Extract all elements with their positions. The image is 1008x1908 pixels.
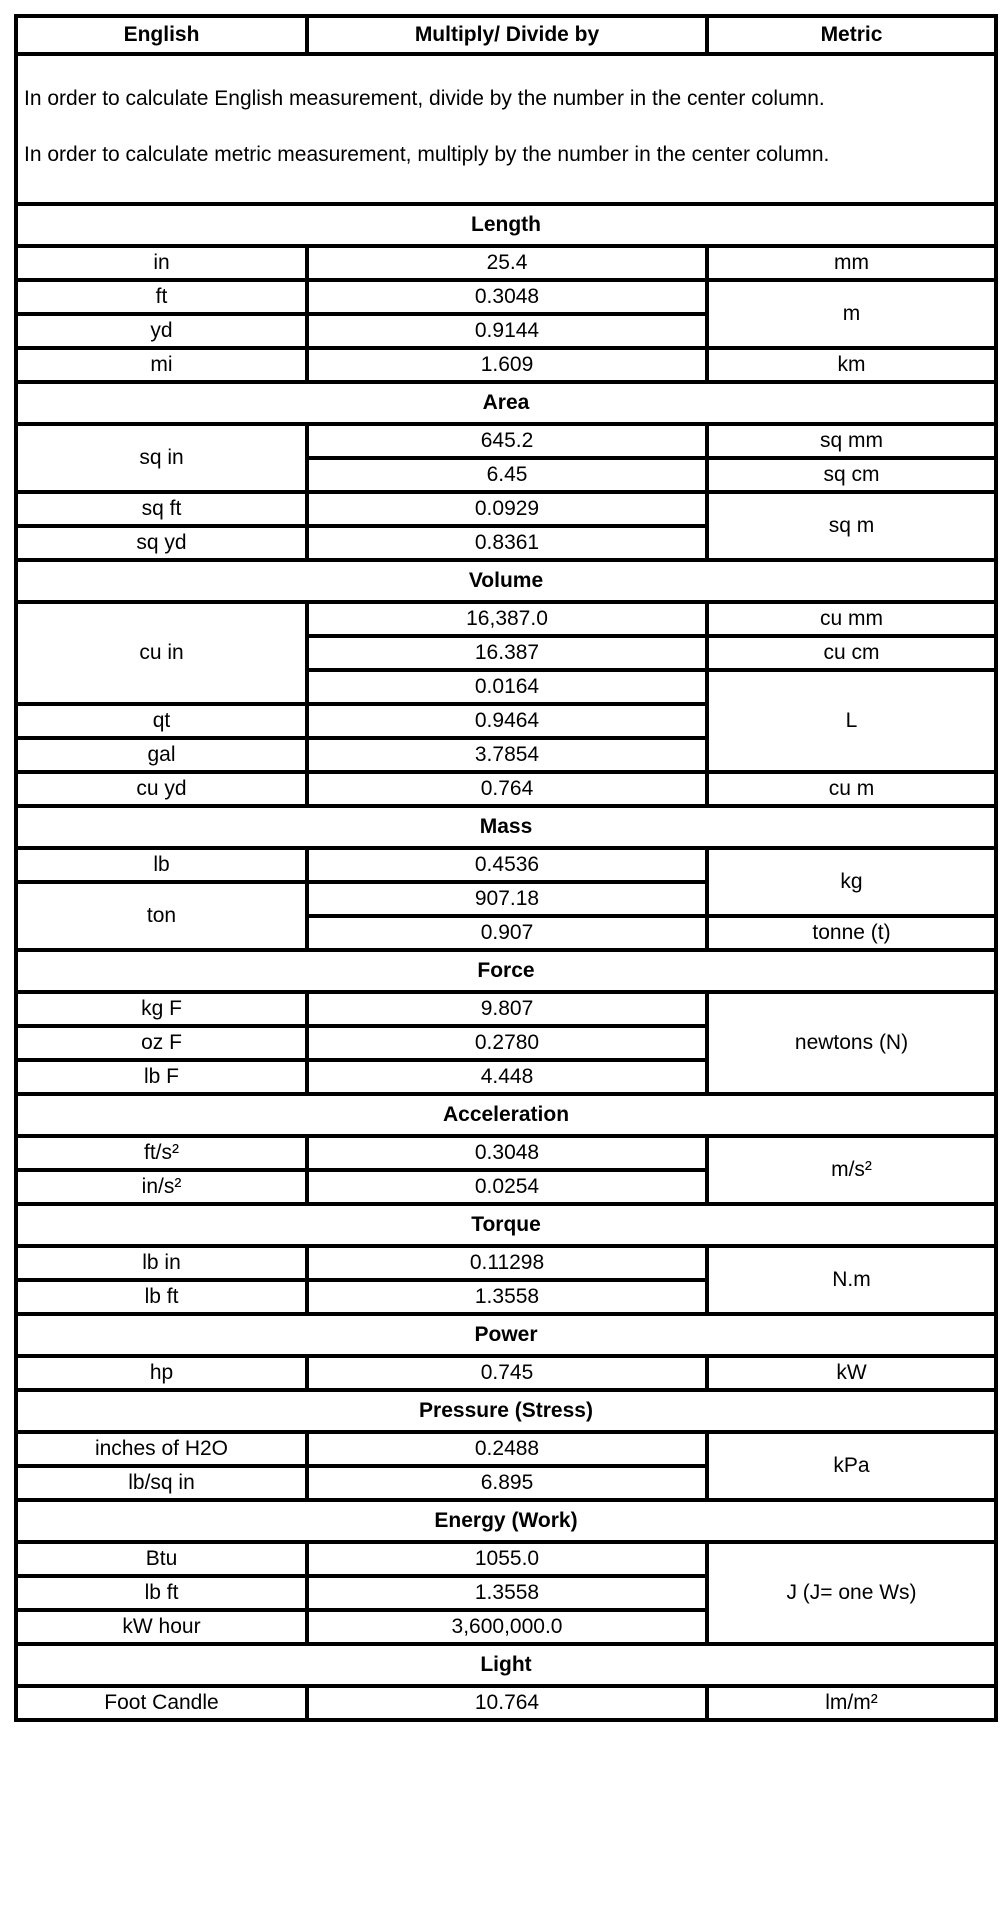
english-unit: Btu (16, 1542, 307, 1576)
table-row (16, 1136, 996, 1170)
metric-unit: N.m (707, 1246, 996, 1314)
metric-unit: sq cm (707, 458, 996, 492)
english-unit: ft/s² (16, 1136, 307, 1170)
metric-unit: km (707, 348, 996, 382)
section-title-length: Length (16, 204, 996, 246)
metric-unit: m/s² (707, 1136, 996, 1204)
factor-value: 0.0164 (307, 670, 707, 704)
section-title-acceleration: Acceleration (16, 1094, 996, 1136)
factor-value: 1.3558 (307, 1280, 707, 1314)
table-row (16, 992, 996, 1026)
factor-value: 6.45 (307, 458, 707, 492)
english-unit: ton (16, 882, 307, 950)
factor-value: 1.3558 (307, 1576, 707, 1610)
metric-unit: newtons (N) (707, 992, 996, 1094)
table-row (16, 1356, 996, 1390)
metric-unit: sq mm (707, 424, 996, 458)
english-unit: sq in (16, 424, 307, 492)
metric-unit: mm (707, 246, 996, 280)
section-row (16, 204, 996, 246)
english-unit: sq yd (16, 526, 307, 560)
english-unit: lb (16, 848, 307, 882)
english-unit: yd (16, 314, 307, 348)
section-row (16, 1500, 996, 1542)
factor-value: 6.895 (307, 1466, 707, 1500)
metric-unit: sq m (707, 492, 996, 560)
english-unit: lb ft (16, 1280, 307, 1314)
section-title-volume: Volume (16, 560, 996, 602)
section-row (16, 560, 996, 602)
section-title-area: Area (16, 382, 996, 424)
metric-unit: m (707, 280, 996, 348)
english-unit: kW hour (16, 1610, 307, 1644)
section-title-power: Power (16, 1314, 996, 1356)
metric-unit: cu cm (707, 636, 996, 670)
factor-value: 1055.0 (307, 1542, 707, 1576)
factor-value: 907.18 (307, 882, 707, 916)
section-title-light: Light (16, 1644, 996, 1686)
intro-row (16, 54, 996, 204)
factor-value: 0.0254 (307, 1170, 707, 1204)
factor-value: 0.2488 (307, 1432, 707, 1466)
table-row (16, 280, 996, 314)
factor-value: 0.9464 (307, 704, 707, 738)
factor-value: 645.2 (307, 424, 707, 458)
conversion-table (14, 14, 998, 1722)
factor-value: 0.8361 (307, 526, 707, 560)
factor-value: 0.3048 (307, 1136, 707, 1170)
section-row (16, 1204, 996, 1246)
table-row (16, 1432, 996, 1466)
section-title-force: Force (16, 950, 996, 992)
metric-unit: cu mm (707, 602, 996, 636)
factor-value: 0.11298 (307, 1246, 707, 1280)
section-row (16, 1644, 996, 1686)
header-english: English (16, 16, 307, 54)
english-unit: qt (16, 704, 307, 738)
english-unit: cu in (16, 602, 307, 704)
factor-value: 10.764 (307, 1686, 707, 1720)
table-row (16, 348, 996, 382)
english-unit: mi (16, 348, 307, 382)
factor-value: 25.4 (307, 246, 707, 280)
english-unit: gal (16, 738, 307, 772)
english-unit: hp (16, 1356, 307, 1390)
header-factor: Multiply/ Divide by (307, 16, 707, 54)
factor-value: 0.4536 (307, 848, 707, 882)
section-row (16, 1390, 996, 1432)
english-unit: in/s² (16, 1170, 307, 1204)
metric-unit: kPa (707, 1432, 996, 1500)
english-unit: inches of H2O (16, 1432, 307, 1466)
table-row (16, 492, 996, 526)
english-unit: in (16, 246, 307, 280)
english-unit: lb/sq in (16, 1466, 307, 1500)
factor-value: 0.764 (307, 772, 707, 806)
header-metric: Metric (707, 16, 996, 54)
factor-value: 0.907 (307, 916, 707, 950)
section-row (16, 382, 996, 424)
english-unit: lb in (16, 1246, 307, 1280)
english-unit: kg F (16, 992, 307, 1026)
section-title-mass: Mass (16, 806, 996, 848)
section-row (16, 1094, 996, 1136)
table-row (16, 1246, 996, 1280)
section-row (16, 1314, 996, 1356)
table-row (16, 772, 996, 806)
english-unit: lb F (16, 1060, 307, 1094)
metric-unit: kg (707, 848, 996, 916)
factor-value: 1.609 (307, 348, 707, 382)
intro-line-english: In order to calculate English measurement, divide by the number in the center column. (24, 87, 825, 110)
metric-unit: lm/m² (707, 1686, 996, 1720)
table-row (16, 1542, 996, 1576)
metric-unit: tonne (t) (707, 916, 996, 950)
metric-unit: cu m (707, 772, 996, 806)
section-title-torque: Torque (16, 1204, 996, 1246)
factor-value: 0.9144 (307, 314, 707, 348)
table-row (16, 1686, 996, 1720)
english-unit: cu yd (16, 772, 307, 806)
table-row (16, 424, 996, 458)
table-row (16, 246, 996, 280)
factor-value: 4.448 (307, 1060, 707, 1094)
header-row (16, 16, 996, 54)
english-unit: Foot Candle (16, 1686, 307, 1720)
section-title-energy: Energy (Work) (16, 1500, 996, 1542)
factor-value: 16.387 (307, 636, 707, 670)
factor-value: 0.2780 (307, 1026, 707, 1060)
metric-unit: L (707, 670, 996, 772)
metric-unit: J (J= one Ws) (707, 1542, 996, 1644)
factor-value: 0.3048 (307, 280, 707, 314)
english-unit: lb ft (16, 1576, 307, 1610)
factor-value: 0.0929 (307, 492, 707, 526)
factor-value: 16,387.0 (307, 602, 707, 636)
factor-value: 0.745 (307, 1356, 707, 1390)
factor-value: 3,600,000.0 (307, 1610, 707, 1644)
section-row (16, 950, 996, 992)
factor-value: 9.807 (307, 992, 707, 1026)
english-unit: sq ft (16, 492, 307, 526)
metric-unit: kW (707, 1356, 996, 1390)
table-row (16, 602, 996, 636)
intro-text (16, 54, 996, 204)
table-row (16, 848, 996, 882)
factor-value: 3.7854 (307, 738, 707, 772)
section-title-pressure: Pressure (Stress) (16, 1390, 996, 1432)
english-unit: oz F (16, 1026, 307, 1060)
english-unit: ft (16, 280, 307, 314)
intro-line-metric: In order to calculate metric measurement, multiply by the number in the center column. (24, 143, 830, 166)
section-row (16, 806, 996, 848)
